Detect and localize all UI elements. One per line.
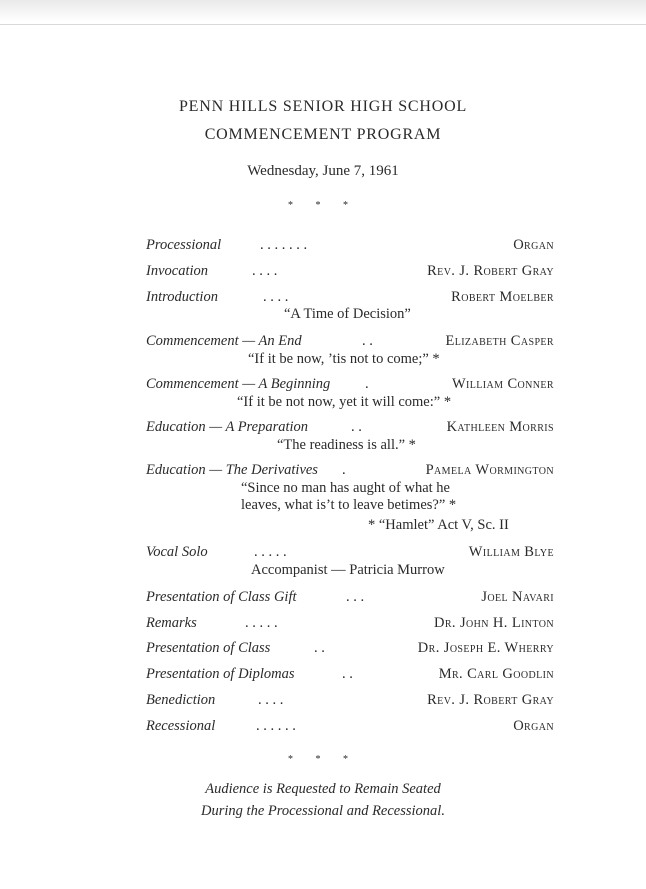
ornament-bottom: * * * [288, 754, 358, 765]
leader-dots: . . [351, 419, 362, 435]
item-performer: Organ [513, 718, 554, 734]
item-label: Invocation [146, 263, 209, 279]
program-row-commencement-end [146, 333, 554, 353]
item-label: Education — The Derivatives [146, 462, 318, 478]
item-quote: “The readiness is all.” * [277, 437, 416, 453]
program-date: Wednesday, June 7, 1961 [247, 163, 399, 179]
item-performer: Pamela Wormington [425, 462, 554, 478]
item-label: Presentation of Diplomas [146, 666, 295, 682]
leader-dots: . . . . . [254, 544, 287, 560]
program-row-processional [146, 237, 554, 257]
leader-dots: . . . . . . . [260, 237, 308, 253]
item-performer: Rev. J. Robert Gray [427, 692, 554, 708]
item-label: Presentation of Class [146, 640, 271, 656]
item-label: Education — A Preparation [146, 419, 309, 435]
item-performer: Organ [513, 237, 554, 253]
program-row-invocation [146, 263, 554, 283]
leader-dots: . . . . [258, 692, 284, 708]
item-quote-line2: leaves, what is’t to leave betimes?” * [241, 497, 457, 513]
item-label: Recessional [146, 718, 216, 734]
program-title: COMMENCEMENT PROGRAM [204, 126, 442, 143]
item-performer: Joel Navari [481, 589, 554, 605]
item-performer: William Blye [468, 544, 554, 560]
item-performer: Robert Moelber [451, 289, 554, 305]
item-label: Presentation of Class Gift [146, 589, 297, 605]
program-row-commencement-beginning [146, 376, 554, 396]
leader-dots: . [342, 462, 346, 478]
leader-dots: . . . . [263, 289, 289, 305]
item-performer: Kathleen Morris [446, 419, 554, 435]
program-row-education-derivatives [146, 462, 554, 482]
item-performer: William Conner [451, 376, 554, 392]
item-quote: “If it be now, ’tis not to come;” * [248, 351, 440, 367]
program-row-benediction [146, 692, 554, 712]
audience-notice-line1: Audience is Requested to Remain Seated [205, 781, 441, 797]
item-label: Benediction [146, 692, 216, 708]
program-row-vocal-solo [146, 544, 554, 564]
item-performer: Elizabeth Casper [445, 333, 554, 349]
leader-dots: . . . . . . [256, 718, 296, 734]
page-edge [0, 24, 646, 25]
school-title: PENN HILLS SENIOR HIGH SCHOOL [178, 98, 468, 115]
program-row-remarks [146, 615, 554, 635]
leader-dots: . . . . [252, 263, 278, 279]
leader-dots: . . . [346, 589, 365, 605]
item-quote-line1: “Since no man has aught of what he [241, 480, 450, 496]
item-performer: Dr. Joseph E. Wherry [417, 640, 554, 656]
program-row-presentation-class [146, 640, 554, 660]
leader-dots: . [365, 376, 369, 392]
item-label: Commencement — A Beginning [146, 376, 331, 392]
program-row-recessional [146, 718, 554, 738]
item-label: Processional [146, 237, 222, 253]
leader-dots: . . [314, 640, 325, 656]
item-label: Remarks [146, 615, 197, 631]
ornament-top: * * * [288, 200, 358, 211]
leader-dots: . . . . . [245, 615, 278, 631]
item-accompanist: Accompanist — Patricia Murrow [251, 562, 445, 578]
item-label: Vocal Solo [146, 544, 208, 560]
item-label: Introduction [146, 289, 218, 305]
audience-notice-line2: During the Processional and Recessional. [201, 803, 445, 819]
leader-dots: . . [362, 333, 373, 349]
program-row-class-gift [146, 589, 554, 609]
item-performer: Mr. Carl Goodlin [438, 666, 554, 682]
quote-citation: * “Hamlet” Act V, Sc. II [368, 517, 509, 533]
program-row-diplomas [146, 666, 554, 686]
program-row-education-preparation [146, 419, 554, 439]
item-performer: Rev. J. Robert Gray [427, 263, 554, 279]
item-label: Commencement — An End [146, 333, 302, 349]
item-subtitle: “A Time of Decision” [284, 306, 411, 322]
item-quote: “If it be not now, yet it will come:” * [237, 394, 452, 410]
leader-dots: . . [342, 666, 353, 682]
item-performer: Dr. John H. Linton [433, 615, 554, 631]
